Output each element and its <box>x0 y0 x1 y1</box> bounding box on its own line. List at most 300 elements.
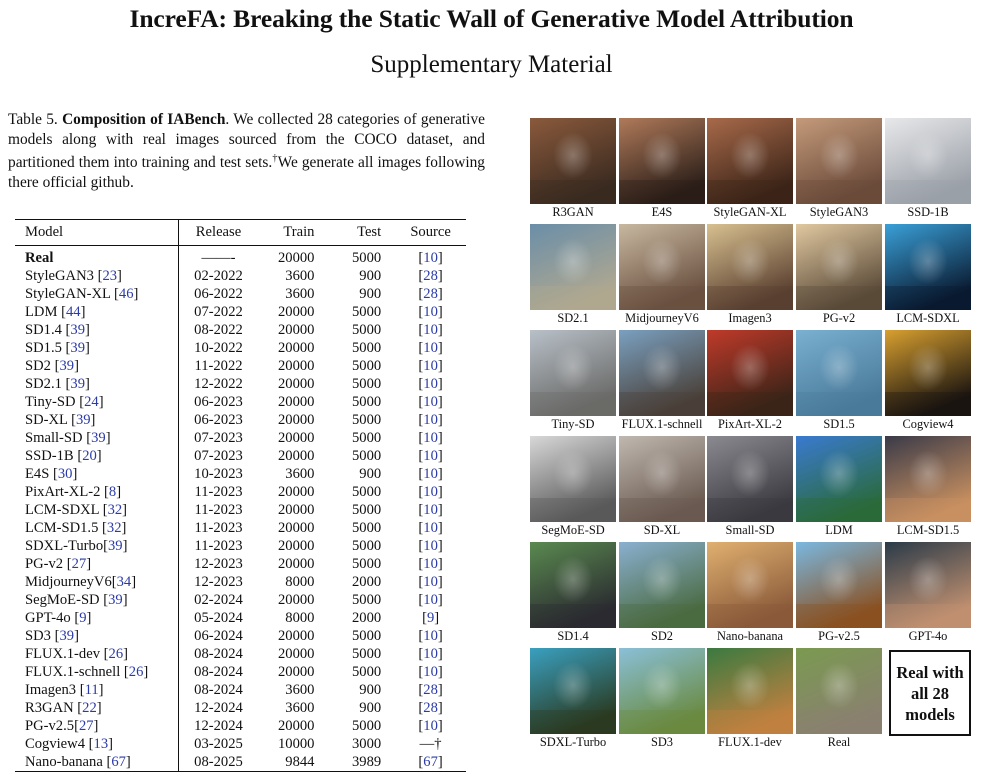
cell-test: 5000 <box>351 555 382 572</box>
real-box-line3: models <box>905 704 955 724</box>
source-citation-link[interactable]: 10 <box>423 519 438 536</box>
cell-source <box>395 466 466 484</box>
ref-close: ] <box>122 501 128 518</box>
gallery-item <box>796 436 882 539</box>
ref-open: [ <box>104 483 109 500</box>
soccer-photo-icon <box>530 542 616 628</box>
cell-release: 11-2023 <box>179 538 258 556</box>
cell-train: 20000 <box>277 519 315 536</box>
cell-release: 06-2022 <box>179 286 258 304</box>
citation-link[interactable]: 39 <box>59 627 75 644</box>
ref-open: [ <box>418 717 424 734</box>
cell-model <box>15 286 179 304</box>
cell-model <box>15 484 179 502</box>
table-row <box>15 394 466 412</box>
model-name: SDXL-Turbo <box>25 537 104 554</box>
cell-model <box>15 430 179 448</box>
ref-open: [ <box>418 267 424 284</box>
source-citation-link[interactable]: 10 <box>423 447 438 464</box>
women-table-photo-icon <box>885 542 971 628</box>
ref-open: [ <box>114 285 119 302</box>
cell-source <box>395 538 466 556</box>
ref-open: [ <box>418 537 424 554</box>
cell-source <box>395 484 466 502</box>
source-citation-link[interactable]: 10 <box>423 717 438 734</box>
gallery-label: Small-SD <box>725 523 775 537</box>
cell-release: 03-2025 <box>179 736 258 754</box>
gallery-item <box>619 118 705 221</box>
ref-open: [ <box>418 429 424 446</box>
cell-model <box>15 340 179 358</box>
cell-train: 9844 <box>258 754 331 772</box>
ref-open: [ <box>418 321 424 338</box>
cell-release: 02-2022 <box>179 268 258 286</box>
cell-train: 20000 <box>277 339 315 356</box>
table-row <box>15 736 466 754</box>
cell-release: 11-2023 <box>179 484 258 502</box>
source-citation-link[interactable]: 10 <box>423 411 438 428</box>
face-photo-icon <box>530 118 616 204</box>
girl-hat-photo-icon <box>707 542 793 628</box>
ref-close: ] <box>108 735 113 752</box>
citation-link[interactable]: 13 <box>93 735 109 752</box>
cell-release: 10-2022 <box>179 340 258 358</box>
ref-open: [ <box>103 591 109 608</box>
citation-link[interactable]: 11 <box>84 681 99 698</box>
cell-source <box>395 286 466 304</box>
ref-open: [ <box>79 393 85 410</box>
cell-train: 20000 <box>277 447 315 464</box>
gallery-label: SegMoE-SD <box>541 523 605 537</box>
model-name: SegMoE-SD <box>25 591 104 608</box>
ref-close: ] <box>85 321 90 338</box>
gallery-item <box>530 648 616 751</box>
model-name: SD2 <box>25 357 55 374</box>
gallery-label: E4S <box>651 205 673 219</box>
ref-open: [ <box>65 339 71 356</box>
table-row <box>15 664 466 682</box>
dog-photo-icon <box>796 542 882 628</box>
cell-train: 20000 <box>277 555 315 572</box>
cell-test: 3000 <box>351 735 382 752</box>
beach-photo-icon <box>530 330 616 416</box>
cell-source <box>395 736 466 754</box>
cell-test: 5000 <box>351 303 382 320</box>
ref-open: [ <box>418 339 424 356</box>
source-citation-link[interactable]: 10 <box>423 501 438 518</box>
header-release: Release <box>179 220 258 246</box>
gallery-label: GPT-4o <box>908 629 948 643</box>
table-row <box>15 682 466 700</box>
cell-train: 20000 <box>277 537 315 554</box>
ref-close: ] <box>437 357 443 374</box>
ref-open: [ <box>66 555 72 572</box>
model-name: LCM-SD1.5 <box>25 519 103 536</box>
gallery-label: SD2.1 <box>557 311 589 325</box>
crowd-fans-photo-icon <box>530 648 616 734</box>
citation-link[interactable]: 44 <box>65 303 81 320</box>
cell-test: 5000 <box>351 483 382 500</box>
caption-body: . We collected 28 categories of generative models along with real images sourced from the COCO dataset, and partitioned them into training and test sets. <box>8 111 485 172</box>
cell-test: 5000 <box>351 339 382 356</box>
ref-close: ] <box>131 573 137 590</box>
model-name: PG-v2 <box>25 555 67 572</box>
gallery-item <box>707 436 793 539</box>
caption-dagger: † <box>272 153 278 164</box>
table-row <box>15 286 466 304</box>
cell-train: 20000 <box>277 591 315 608</box>
warrior-photo-icon <box>885 330 971 416</box>
ref-open: [ <box>111 573 117 590</box>
man-hat-photo-icon <box>707 648 793 734</box>
cell-test: 5000 <box>351 447 382 464</box>
source-citation-link[interactable]: 28 <box>423 699 438 716</box>
cell-test: 5000 <box>351 627 382 644</box>
citation-link[interactable]: 8 <box>108 483 117 500</box>
source-citation-link[interactable]: 10 <box>423 357 438 374</box>
paper-subtitle: Supplementary Material <box>370 51 613 78</box>
gallery-label: LCM-SD1.5 <box>896 523 960 537</box>
source-citation-link[interactable]: 10 <box>423 250 438 266</box>
ref-close: ] <box>437 411 443 428</box>
citation-link[interactable]: 26 <box>128 663 144 680</box>
cell-model <box>15 574 179 592</box>
cell-source <box>395 502 466 520</box>
baseball-photo-icon <box>796 436 882 522</box>
source-citation-link[interactable]: 10 <box>423 663 438 680</box>
ref-close: ] <box>98 681 104 698</box>
ref-open: [ <box>422 609 427 626</box>
ref-close: ] <box>86 555 92 572</box>
cell-source <box>395 448 466 466</box>
gallery-item <box>530 330 616 433</box>
cell-test: 5000 <box>351 411 382 428</box>
cell-source <box>395 268 466 286</box>
cell-source <box>395 556 466 574</box>
table-row <box>15 700 466 718</box>
ref-close: ] <box>72 465 78 482</box>
cell-model <box>15 502 179 520</box>
ref-close: ] <box>437 339 443 356</box>
cell-model <box>15 304 179 322</box>
citation-link[interactable]: 46 <box>118 285 134 302</box>
model-name: SD2.1 <box>25 375 66 392</box>
model-name: SD1.5 <box>25 339 66 356</box>
cell-train: 20000 <box>277 375 315 392</box>
gallery-label: Nano-banana <box>716 629 784 643</box>
ref-open: [ <box>54 357 60 374</box>
ref-open: [ <box>418 411 424 428</box>
ref-close: ] <box>122 591 128 608</box>
source-citation-link[interactable]: 10 <box>423 627 438 644</box>
gallery-label: SD1.4 <box>557 629 589 643</box>
cell-model <box>15 358 179 376</box>
citation-link[interactable]: 24 <box>84 393 99 410</box>
paper-title: IncreFA: Breaking the Static Wall of Generative Model Attribution <box>129 4 854 33</box>
ref-open: [ <box>418 465 424 482</box>
ref-open: [ <box>418 285 424 302</box>
table-row <box>15 412 466 430</box>
source-none: —† <box>419 735 442 752</box>
gallery-item <box>619 224 705 327</box>
citation-link[interactable]: 27 <box>78 717 94 734</box>
gallery-item <box>885 224 971 327</box>
source-citation-link[interactable]: 10 <box>423 465 438 482</box>
cell-release: 08-2022 <box>179 322 258 340</box>
cell-train: 8000 <box>285 573 315 590</box>
citation-link[interactable]: 26 <box>108 645 124 662</box>
ref-open: [ <box>418 753 424 770</box>
ref-open: [ <box>123 663 129 680</box>
ref-close: ] <box>437 429 443 446</box>
ref-close: ] <box>437 267 443 284</box>
citation-link[interactable]: 39 <box>91 429 106 446</box>
cell-train: 20000 <box>277 357 315 374</box>
cell-source <box>395 430 466 448</box>
citation-link[interactable]: 67 <box>111 753 126 770</box>
cell-train: 20000 <box>277 501 315 518</box>
caption-tail: We generate all images following there official github. <box>8 154 485 191</box>
ref-open: [ <box>103 537 108 554</box>
cell-source <box>395 574 466 592</box>
gallery-label: SD-XL <box>643 523 681 537</box>
gallery-label: SSD-1B <box>907 205 949 219</box>
cell-source <box>395 394 466 412</box>
gallery-item <box>707 648 793 751</box>
cell-source <box>395 340 466 358</box>
table-row <box>15 556 466 574</box>
model-name: Small-SD <box>25 429 87 446</box>
citation-link[interactable]: 27 <box>71 555 87 572</box>
cell-model <box>15 466 179 484</box>
ref-open: [ <box>52 465 58 482</box>
citation-link[interactable]: 39 <box>75 411 91 428</box>
face-photo-icon <box>796 118 882 204</box>
cell-test: 5000 <box>351 429 382 446</box>
citation-link[interactable]: 23 <box>102 267 118 284</box>
cell-model <box>15 700 179 718</box>
ref-close: ] <box>437 465 443 482</box>
ref-open: [ <box>88 735 94 752</box>
cell-train: 3600 <box>285 681 315 698</box>
ref-open: [ <box>79 681 85 698</box>
source-citation-link[interactable]: 10 <box>423 537 438 554</box>
cell-model <box>15 718 179 736</box>
gallery-label: LDM <box>825 523 853 537</box>
cell-release: 07-2023 <box>179 448 258 466</box>
citation-link[interactable]: 22 <box>82 699 97 716</box>
gallery-item <box>796 648 882 751</box>
gallery-label: LCM-SDXL <box>896 311 960 325</box>
table-row <box>15 628 466 646</box>
source-citation-link[interactable]: 10 <box>423 573 438 590</box>
citation-link[interactable]: 39 <box>70 321 86 338</box>
cell-source <box>395 246 466 268</box>
cell-model <box>15 520 179 538</box>
gallery-label: Cogview4 <box>902 417 954 431</box>
cell-test: 2000 <box>351 573 382 590</box>
cell-model <box>15 646 179 664</box>
table-row <box>15 268 466 286</box>
ref-open: [ <box>97 267 103 284</box>
ref-open: [ <box>65 321 71 338</box>
citation-link[interactable]: 9 <box>79 609 87 626</box>
model-name: SD3 <box>25 627 55 644</box>
source-citation-link[interactable]: 67 <box>423 753 438 770</box>
hall-photo-icon <box>707 224 793 310</box>
citation-link[interactable]: 32 <box>106 519 122 536</box>
source-citation-link[interactable]: 10 <box>423 429 438 446</box>
cell-release: 08-2025 <box>179 754 258 772</box>
cell-release: 11-2022 <box>179 358 258 376</box>
cell-test: 5000 <box>351 645 382 662</box>
source-citation-link[interactable]: 9 <box>426 609 435 626</box>
ref-close: ] <box>117 267 122 284</box>
model-name: Tiny-SD <box>25 393 80 410</box>
cell-test: 900 <box>359 267 382 284</box>
cell-train: 20000 <box>277 627 315 644</box>
cell-model <box>15 736 179 754</box>
source-citation-link[interactable]: 10 <box>423 483 438 500</box>
cell-release: 12-2023 <box>179 556 258 574</box>
table-row <box>15 322 466 340</box>
citation-link[interactable]: 39 <box>59 357 75 374</box>
ref-open: [ <box>418 627 424 644</box>
citation-link[interactable]: 39 <box>108 537 123 554</box>
source-citation-link[interactable]: 28 <box>423 267 438 284</box>
cell-release: 06-2023 <box>179 412 258 430</box>
scaffold-photo-icon <box>796 224 882 310</box>
ref-close: ] <box>437 591 443 608</box>
ref-open: [ <box>418 447 424 464</box>
ref-close: ] <box>85 375 90 392</box>
street-photo-icon <box>619 330 705 416</box>
gallery-label: Imagen3 <box>728 311 772 325</box>
table-row <box>15 610 466 628</box>
gallery-label: PG-v2 <box>822 311 856 325</box>
crowd-photo-icon <box>619 224 705 310</box>
model-name: LCM-SDXL <box>25 501 103 518</box>
cell-source <box>395 520 466 538</box>
cell-release: 11-2023 <box>179 502 258 520</box>
ref-close: ] <box>437 375 443 392</box>
ref-close: ] <box>93 717 99 734</box>
ref-close: ] <box>437 519 443 536</box>
gallery-item <box>885 436 971 539</box>
cell-source <box>395 646 466 664</box>
ref-close: ] <box>434 609 440 626</box>
citation-link[interactable]: 39 <box>70 339 86 356</box>
gallery-item <box>530 436 616 539</box>
source-citation-link[interactable]: 10 <box>423 375 438 392</box>
cell-source <box>395 358 466 376</box>
ref-open: [ <box>71 411 76 428</box>
ref-close: ] <box>74 357 79 374</box>
source-citation-link[interactable]: 28 <box>423 285 438 302</box>
ref-close: ] <box>437 717 443 734</box>
composition-table <box>15 219 466 772</box>
citation-link[interactable]: 34 <box>116 573 132 590</box>
source-citation-link[interactable]: 10 <box>423 321 438 338</box>
cell-train: 20000 <box>277 321 315 338</box>
model-name: PG-v2.5 <box>25 717 75 734</box>
source-citation-link[interactable]: 10 <box>423 339 438 356</box>
source-citation-link[interactable]: 10 <box>423 645 438 662</box>
cell-release: 05-2024 <box>179 610 258 628</box>
ref-close: ] <box>96 447 102 464</box>
cell-train: 8000 <box>285 609 315 626</box>
citation-link[interactable]: 39 <box>108 591 123 608</box>
model-name: SD-XL <box>25 411 72 428</box>
gallery-item <box>707 118 793 221</box>
dinner-photo-icon <box>885 436 971 522</box>
cell-test: 5000 <box>351 519 382 536</box>
cell-test: 2000 <box>351 609 382 626</box>
header-test: Test <box>330 220 395 246</box>
cell-source <box>395 412 466 430</box>
cell-release: 02-2024 <box>179 592 258 610</box>
real-with-all-models-box <box>889 650 971 736</box>
table-row <box>15 376 466 394</box>
ref-open: [ <box>418 501 424 518</box>
source-citation-link[interactable]: 10 <box>423 303 438 320</box>
citation-link[interactable]: 32 <box>107 501 123 518</box>
table-row <box>15 340 466 358</box>
real-box-line1: Real with <box>896 662 964 682</box>
building-photo-icon <box>530 436 616 522</box>
ref-close: ] <box>437 303 443 320</box>
source-citation-link[interactable]: 10 <box>423 555 438 572</box>
source-citation-link[interactable]: 28 <box>423 681 438 698</box>
cell-test: 5000 <box>351 393 382 410</box>
cell-model <box>15 628 179 646</box>
citation-link[interactable]: 20 <box>82 447 97 464</box>
gallery-item <box>619 542 705 645</box>
gallery-item <box>619 648 705 751</box>
ref-open: [ <box>418 573 424 590</box>
athlete-photo-icon <box>885 118 971 204</box>
table-row <box>15 304 466 322</box>
source-citation-link[interactable]: 10 <box>423 591 438 608</box>
table-row <box>15 520 466 538</box>
source-citation-link[interactable]: 10 <box>423 393 438 410</box>
face-photo-icon <box>619 118 705 204</box>
cell-source <box>395 754 466 772</box>
cell-test: 900 <box>359 285 382 302</box>
ref-close: ] <box>96 699 102 716</box>
citation-link[interactable]: 30 <box>57 465 73 482</box>
cell-test: 5000 <box>351 663 382 680</box>
gallery-item <box>530 118 616 221</box>
ref-open: [ <box>418 250 424 266</box>
traffic-photo-icon <box>707 436 793 522</box>
model-name: PixArt-XL-2 <box>25 483 105 500</box>
cell-train: 3600 <box>285 699 315 716</box>
ref-close: ] <box>437 393 443 410</box>
cell-model <box>15 394 179 412</box>
model-name: Nano-banana <box>25 753 107 770</box>
ref-open: [ <box>418 645 424 662</box>
cell-release: 06-2023 <box>179 394 258 412</box>
gallery-label: SD3 <box>650 735 674 749</box>
santa-photo-icon <box>707 330 793 416</box>
cell-source <box>395 718 466 736</box>
model-name: MidjourneyV6 <box>25 573 112 590</box>
cell-release: ——- <box>179 246 258 268</box>
citation-link[interactable]: 39 <box>70 375 86 392</box>
seaside-photo-icon <box>530 224 616 310</box>
gallery-item <box>796 224 882 327</box>
